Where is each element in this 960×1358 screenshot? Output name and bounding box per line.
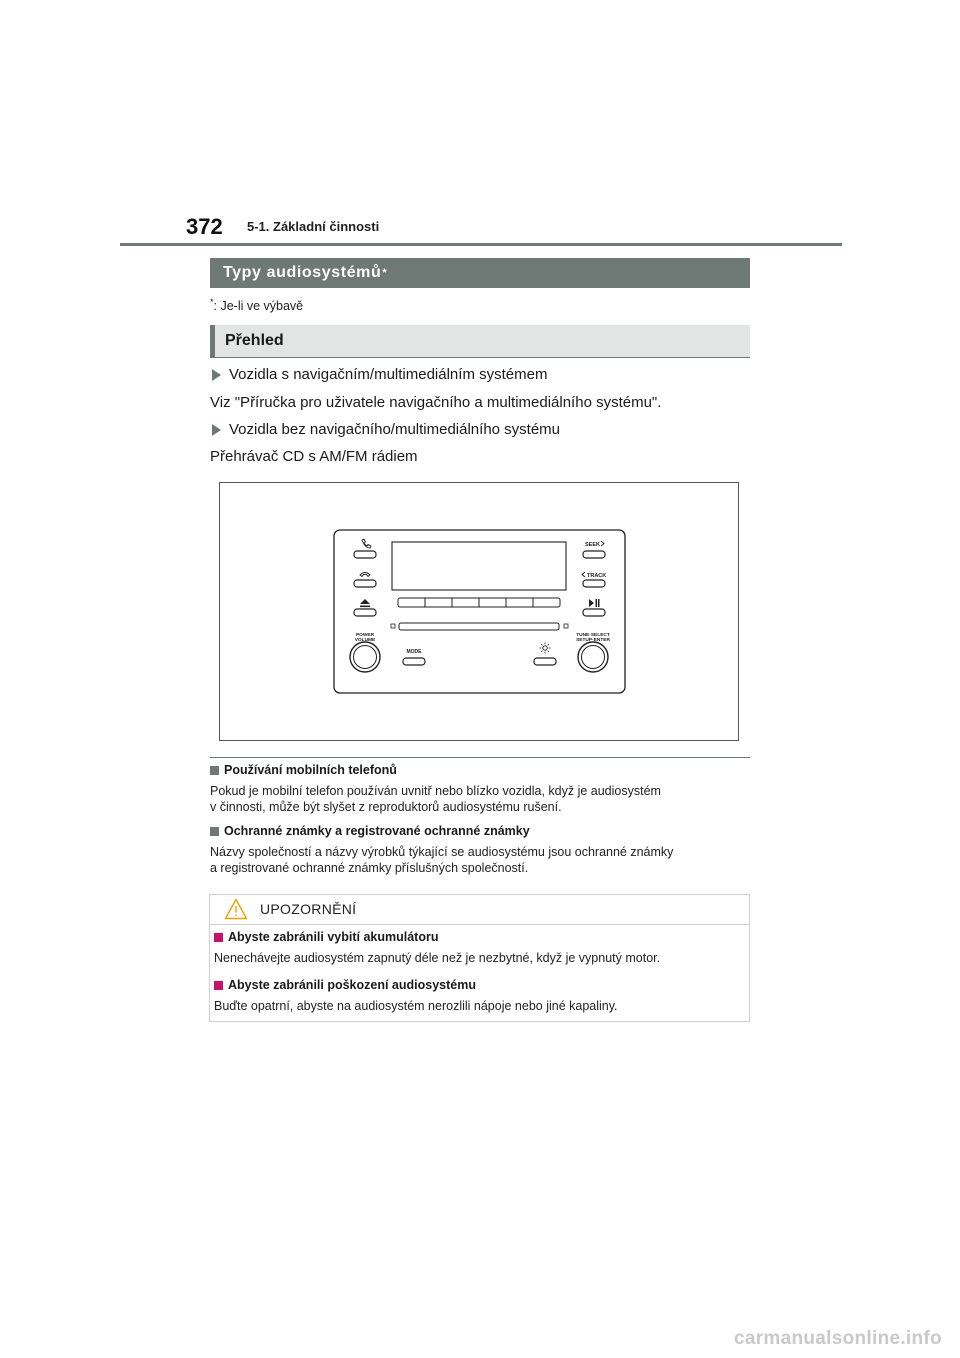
subheading-bar bbox=[210, 325, 750, 357]
section-title: 5-1. Základní činnosti bbox=[247, 219, 380, 234]
eject-button bbox=[354, 609, 376, 616]
overview-item-text: Přehrávač CD s AM/FM rádiem bbox=[210, 448, 418, 465]
header-rule bbox=[120, 243, 842, 246]
note-line: Názvy společností a názvy výrobků týkající se audiosystému jsou ochranné známky bbox=[210, 845, 674, 859]
note-text-trademarks bbox=[210, 844, 750, 876]
caution-heading-battery bbox=[214, 930, 438, 944]
audio-unit-drawing bbox=[220, 483, 738, 740]
note-heading-trademarks bbox=[210, 824, 530, 838]
caution-header-rule bbox=[209, 924, 750, 925]
overview-item-title: Vozidla bez navigačního/multimediálního systému bbox=[229, 421, 561, 438]
volume-label: VOLUME bbox=[354, 638, 376, 643]
mode-button bbox=[403, 658, 425, 665]
page-title-bar bbox=[210, 258, 750, 288]
preset-buttons bbox=[398, 598, 560, 607]
warning-triangle-icon bbox=[224, 898, 248, 920]
power-label: POWER bbox=[355, 633, 375, 638]
mode-label: MODE bbox=[406, 649, 422, 655]
footnote bbox=[210, 297, 303, 313]
square-bullet-icon bbox=[210, 827, 219, 836]
title-footnote-marker: * bbox=[382, 267, 388, 279]
caution-heading-text: Abyste zabránili vybití akumulátoru bbox=[228, 930, 439, 944]
triangle-bullet-icon bbox=[212, 424, 221, 436]
page-number: 372 bbox=[186, 214, 223, 239]
square-bullet-icon bbox=[214, 981, 223, 990]
note-heading-text: Používání mobilních telefonů bbox=[224, 763, 397, 777]
caution-text-damage: Buďte opatrní, abyste na audiosystém nerozlili nápoje nebo jiné kapaliny. bbox=[214, 999, 618, 1013]
figure-rule bbox=[210, 757, 750, 758]
track-button bbox=[583, 580, 605, 587]
seek-label: SEEK bbox=[585, 542, 600, 548]
caution-heading-text: Abyste zabránili poškození audiosystému bbox=[228, 978, 476, 992]
play-pause-button bbox=[583, 609, 605, 616]
caution-heading-damage bbox=[214, 978, 476, 992]
note-line: Pokud je mobilní telefon používán uvnitř nebo blízko vozidla, když je audiosystém bbox=[210, 784, 661, 798]
setup-enter-label: SETUP·ENTER bbox=[576, 638, 610, 643]
square-bullet-icon bbox=[210, 766, 219, 775]
audio-display bbox=[392, 542, 566, 590]
footnote-text: : Je-li ve výbavě bbox=[213, 299, 304, 314]
caution-text-battery: Nenechávejte audiosystém zapnutý déle než je nezbytné, když je vypnutý motor. bbox=[214, 951, 661, 965]
track-label: TRACK bbox=[587, 573, 607, 579]
tune-select-label: TUNE·SELECT bbox=[576, 633, 610, 638]
subheading-underline bbox=[210, 357, 750, 358]
tune-select-knob bbox=[578, 642, 608, 672]
overview-item-text: Viz "Příručka pro uživatele navigačního a multimediálního systému". bbox=[210, 394, 662, 411]
audio-unit-figure bbox=[219, 482, 739, 741]
note-heading-mobile-phones bbox=[210, 763, 397, 777]
note-line: v činnosti, může být slyšet z reproduktorů audiosystému rušení. bbox=[210, 800, 562, 814]
seek-button bbox=[583, 551, 605, 558]
note-text-mobile-phones bbox=[210, 783, 750, 815]
square-bullet-icon bbox=[214, 933, 223, 942]
cd-slot bbox=[399, 623, 559, 630]
overview-item-navigation bbox=[212, 366, 547, 383]
footnote-marker: * bbox=[210, 297, 214, 307]
brightness-button bbox=[534, 658, 556, 665]
watermark: carmanualsonline.info bbox=[734, 1328, 942, 1349]
overview-item-no-navigation bbox=[212, 421, 560, 438]
phone-hangup-button bbox=[354, 580, 376, 587]
note-heading-text: Ochranné známky a registrované ochranné známky bbox=[224, 824, 530, 838]
page-title: Typy audiosystémů bbox=[223, 264, 382, 281]
subheading-text: Přehled bbox=[225, 332, 284, 349]
note-line: a registrované ochranné známky příslušných společností. bbox=[210, 861, 529, 875]
triangle-bullet-icon bbox=[212, 369, 221, 381]
caution-title: UPOZORNĚNÍ bbox=[260, 901, 357, 917]
power-volume-knob bbox=[350, 642, 380, 672]
phone-pickup-button bbox=[354, 551, 376, 558]
overview-item-title: Vozidla s navigačním/multimediálním systémem bbox=[229, 366, 548, 383]
